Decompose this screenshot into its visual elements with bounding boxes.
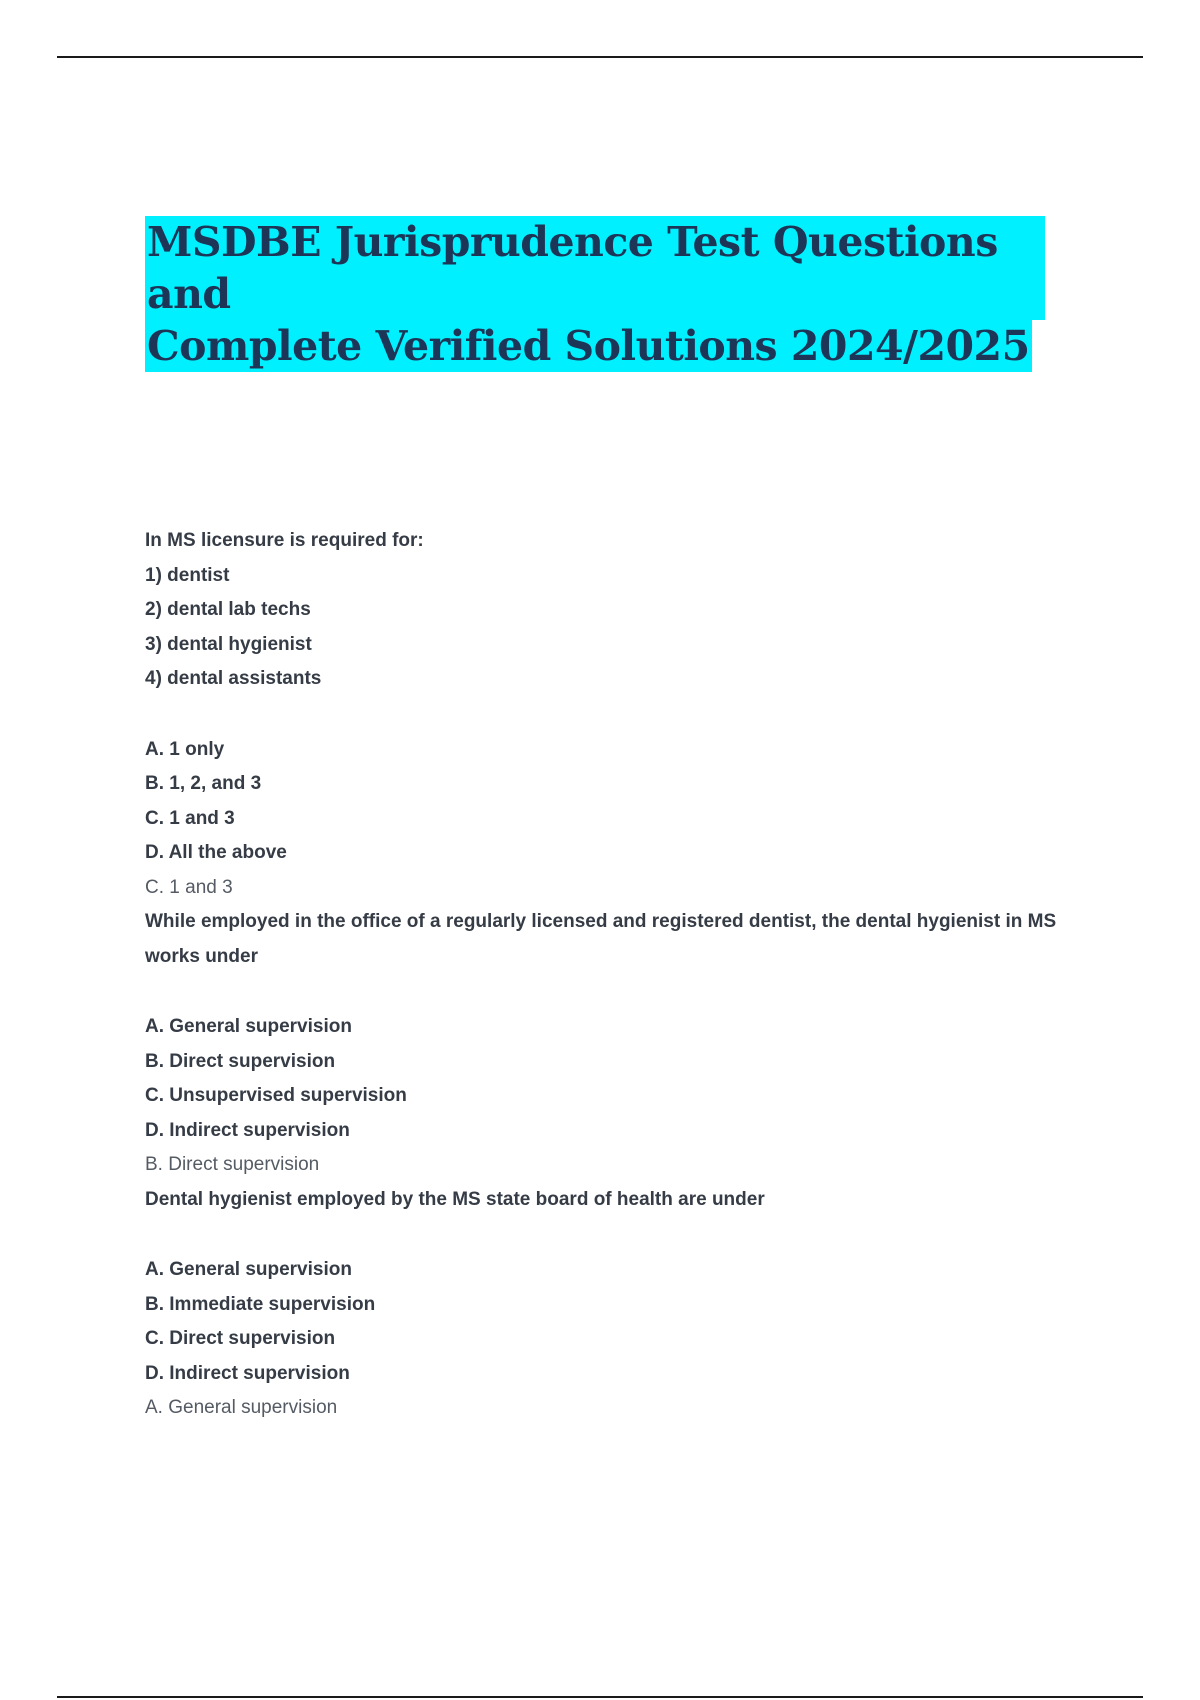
document-title	[145, 216, 1045, 372]
answer-option: D. Indirect supervision	[145, 1119, 350, 1141]
question-item: 4) dental assistants	[145, 668, 322, 689]
bottom-rule	[57, 1696, 1143, 1698]
question-stem: While employed in the office of a regularly licensed and registered dentist, the dental hygienist in MS works under	[145, 911, 1057, 967]
correct-answer: B. Direct supervision	[145, 1154, 320, 1175]
answer-option: A. General supervision	[145, 1016, 352, 1037]
question-item: 1) dentist	[145, 564, 230, 586]
answer-option: C. 1 and 3	[145, 807, 235, 829]
answer-option: B. 1, 2, and 3	[145, 773, 262, 794]
title-line-2: Complete Verified Solutions 2024/2025	[147, 322, 1030, 370]
correct-answer: C. 1 and 3	[145, 876, 233, 898]
answer-option: B. Immediate supervision	[145, 1293, 376, 1315]
question-2	[145, 905, 1105, 1183]
answer-option: D. Indirect supervision	[145, 1362, 350, 1384]
answer-option: A. 1 only	[145, 738, 225, 760]
question-1	[145, 524, 1105, 905]
question-stem: In MS licensure is required for:	[145, 530, 424, 551]
top-rule	[57, 56, 1143, 58]
answer-option: A. General supervision	[145, 1259, 352, 1280]
question-list	[145, 524, 1105, 1426]
answer-option: C. Direct supervision	[145, 1328, 336, 1349]
correct-answer: A. General supervision	[145, 1397, 338, 1418]
question-item: 3) dental hygienist	[145, 633, 312, 655]
answer-option: C. Unsupervised supervision	[145, 1085, 407, 1106]
answer-option: D. All the above	[145, 842, 287, 863]
question-stem: Dental hygienist employed by the MS state board of health are under	[145, 1188, 765, 1210]
question-item: 2) dental lab techs	[145, 599, 311, 620]
title-line-1: MSDBE Jurisprudence Test Questions and	[145, 216, 1045, 320]
question-3	[145, 1183, 1105, 1426]
answer-option: B. Direct supervision	[145, 1050, 336, 1072]
